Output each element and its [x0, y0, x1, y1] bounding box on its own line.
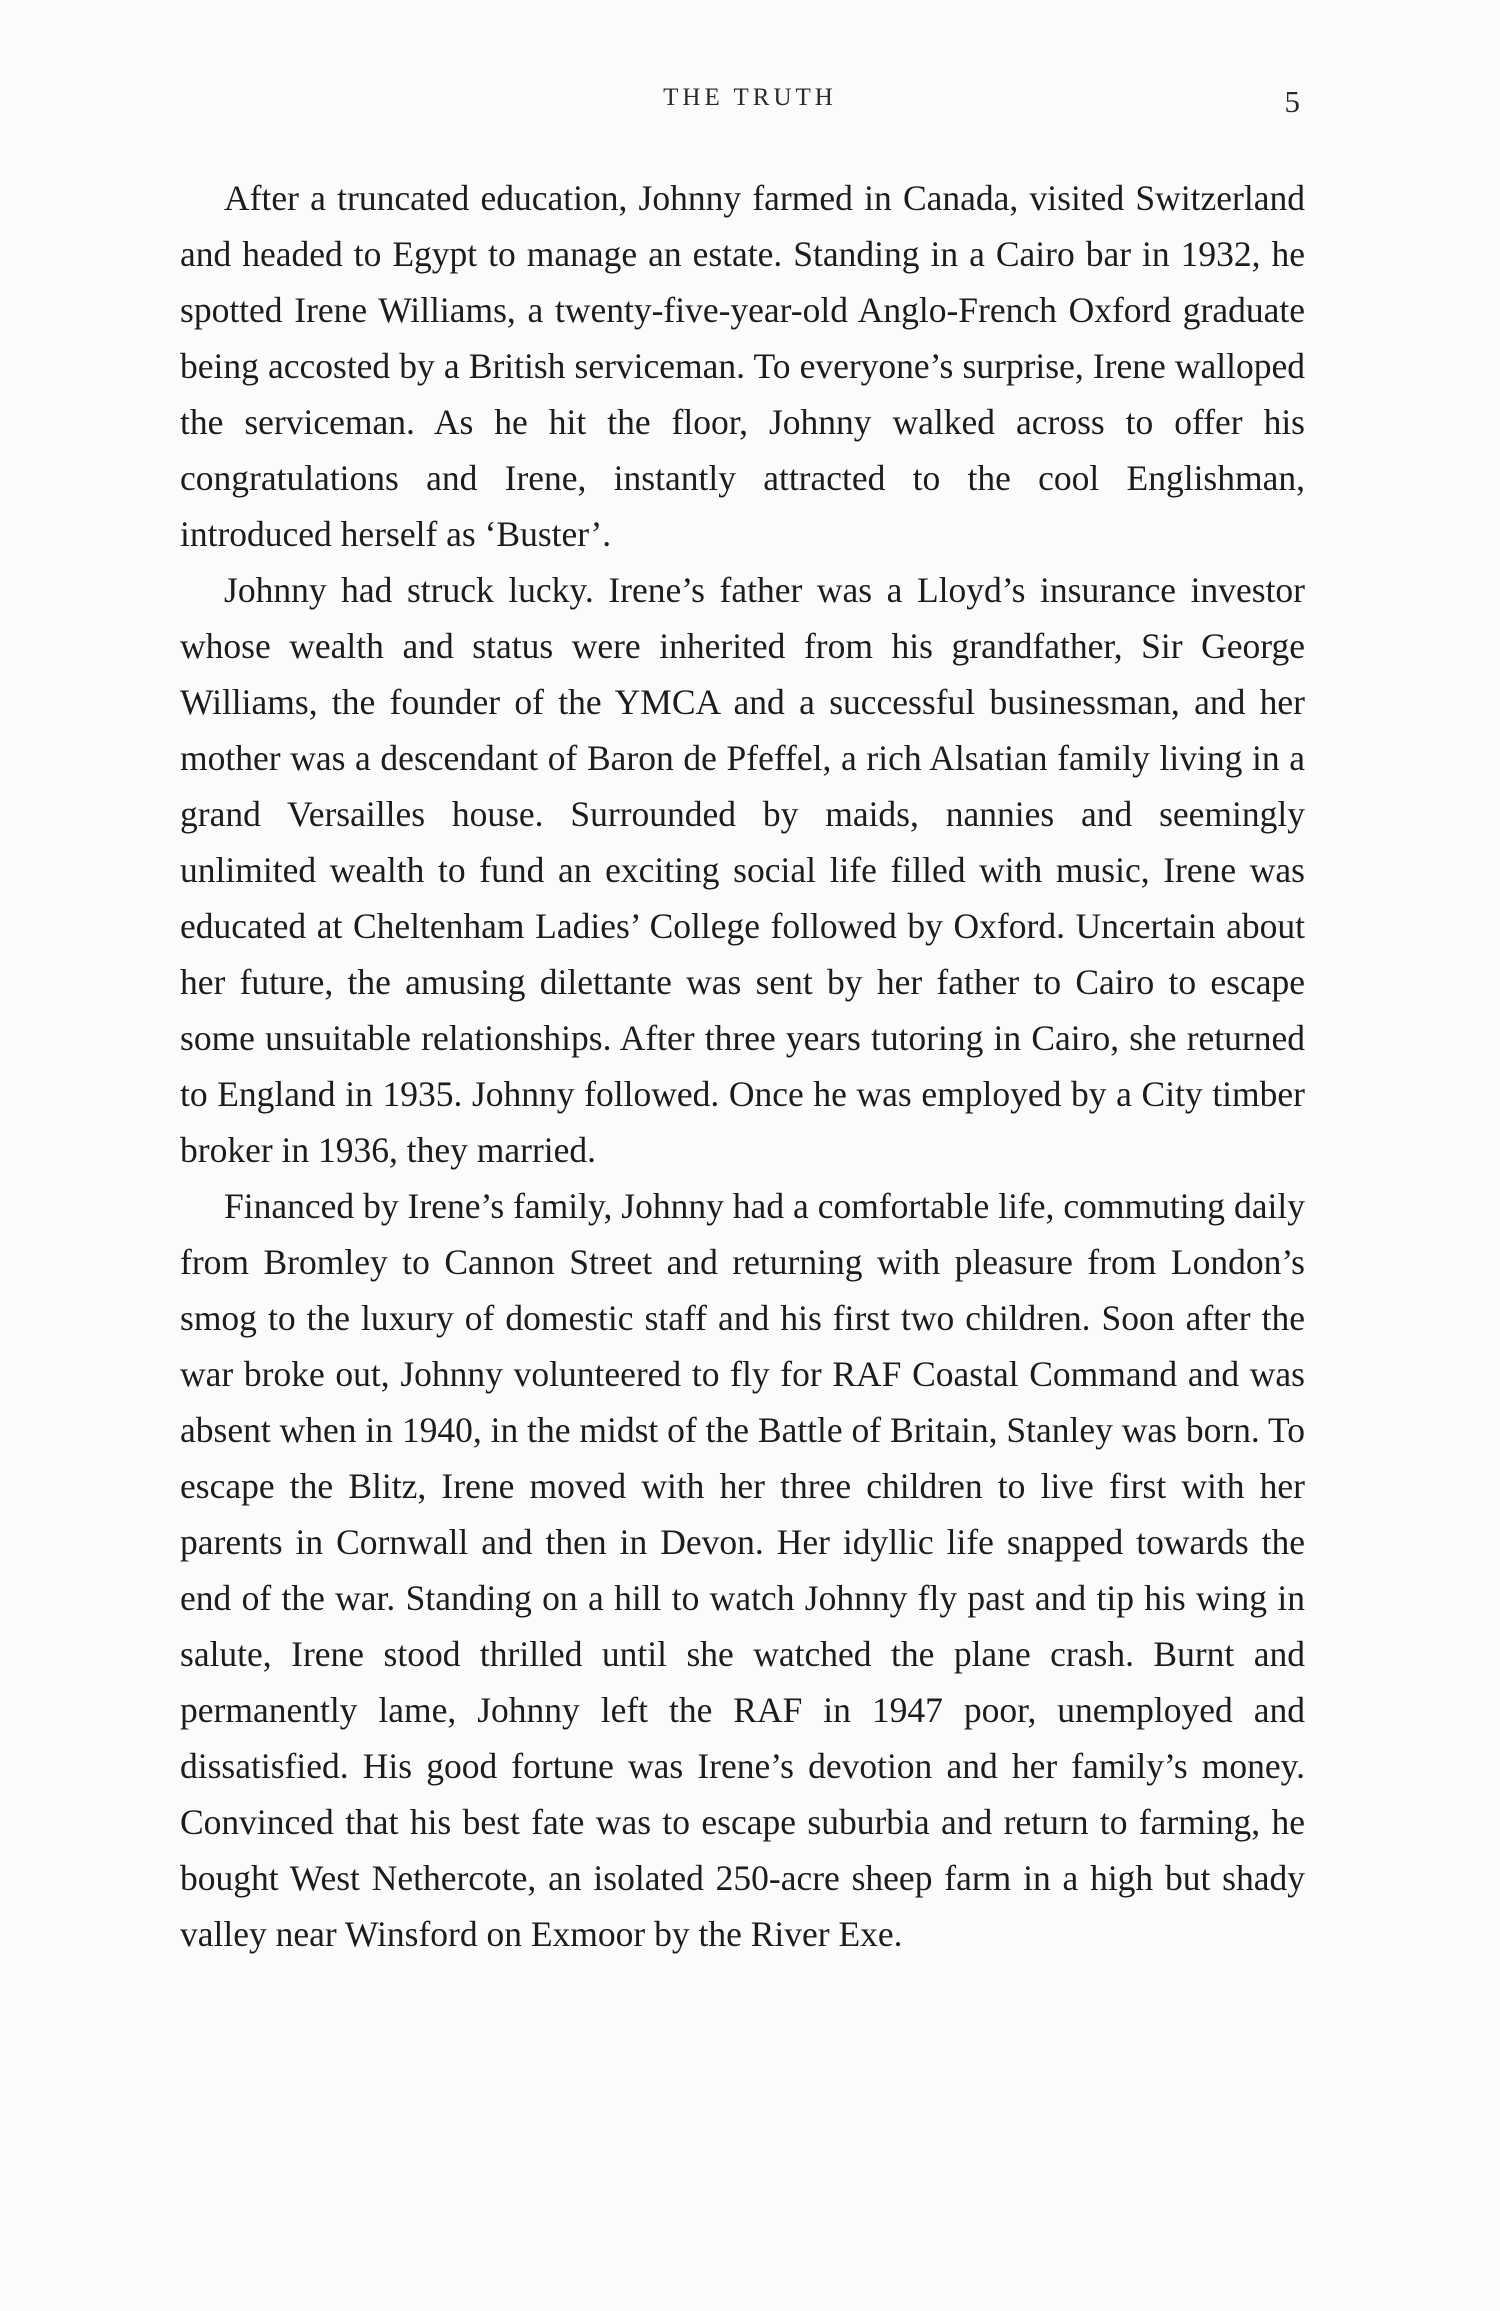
- body-text: [180, 170, 1305, 1962]
- paragraph-2: Johnny had struck lucky. Irene’s father was a Lloyd’s insurance investor whose wealth and status were inherited from his grandfather, Sir George Williams, the founder of the YMCA and a successful businessman, and her mother was a descendant of Baron de Pfeffel, a rich Alsatian family living in a grand Versailles house. Surrounded by maids, nannies and seemingly unlimited wealth to fund an exciting social life filled with music, Irene was educated at Cheltenham Ladies’ College followed by Oxford. Uncertain about her future, the amusing dilettante was sent by her father to Cairo to escape some unsuitable relationships. After three years tutoring in Cairo, she returned to England in 1935. Johnny followed. Once he was employed by a City timber broker in 1936, they married.: [180, 570, 1305, 1170]
- page-number: 5: [1284, 84, 1300, 119]
- paragraph-3: Financed by Irene’s family, Johnny had a comfortable life, commuting daily from Bromley to Cannon Street and returning with pleasure from London’s smog to the luxury of domestic staff and his first two children. Soon after the war broke out, Johnny volunteered to fly for RAF Coastal Command and was absent when in 1940, in the midst of the Battle of Britain, Stanley was born. To escape the Blitz, Irene moved with her three children to live first with her parents in Cornwall and then in Devon. Her idyllic life snapped towards the end of the war. Standing on a hill to watch Johnny fly past and tip his wing in salute, Irene stood thrilled until she watched the plane crash. Burnt and permanently lame, Johnny left the RAF in 1947 poor, unemployed and dissatisfied. His good fortune was Irene’s devotion and her family’s money. Convinced that his best fate was to escape suburbia and return to farming, he bought West Nethercote, an isolated 250-acre sheep farm in a high but shady valley near Winsford on Exmoor by the River Exe.: [180, 1186, 1305, 1954]
- running-head: THE TRUTH: [663, 84, 837, 111]
- paragraph-1: After a truncated education, Johnny farmed in Canada, visited Switzerland and headed to Egypt to manage an estate. Standing in a Cairo bar in 1932, he spotted Irene Williams, a twenty-five-year-old Anglo-French Oxford graduate being accosted by a British serviceman. To everyone’s surprise, Irene walloped the serviceman. As he hit the floor, Johnny walked across to offer his congratulations and Irene, instantly attracted to the cool Englishman, introduced herself as ‘Buster’.: [180, 178, 1305, 554]
